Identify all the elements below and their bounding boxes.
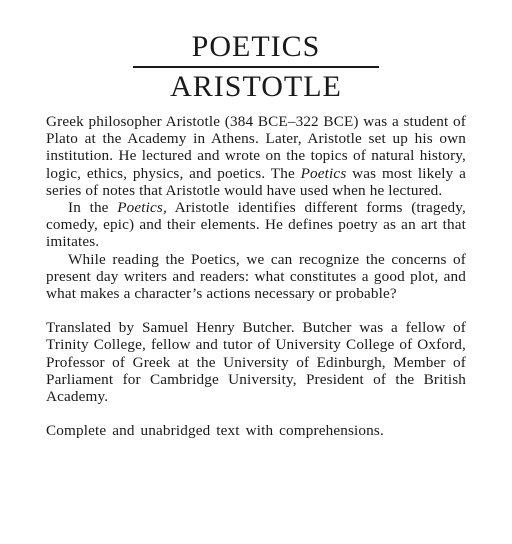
intro-p1-text-a: Greek philosopher Aristotle (384 BCE–322 BCE) was a student of Plato at the Academy in Athens. Later, Aristotle set up his own institution. He lectured and wrote on the topics of natural history, logic, ethics, physics, and poetics. The bbox=[46, 113, 466, 182]
intro-p1-text-b: was most likely a series of notes that Aristotle would have used when he lectured. bbox=[46, 164, 466, 199]
translator-note: Translated by Samuel Henry Butcher. Butcher was a fellow of Trinity College, fellow and tutor of University College of Oxford, Professor of Greek at the University of Edinburgh, Member of Parliament for Cambridge University, President of the British Academy. bbox=[46, 319, 466, 406]
intro-paragraph-3: While reading the Poetics, we can recognize the concerns of present day writers and readers: what constitutes a good plot, and what makes a character’s actions necessary or probable? bbox=[46, 250, 466, 303]
intro-p2-text-b: Aristotle identifies different forms (tragedy, comedy, epic) and their elements. He defines poetry as an art that imitates. bbox=[46, 199, 466, 251]
description-text bbox=[46, 113, 466, 439]
intro-paragraph-2 bbox=[46, 199, 466, 251]
intro-p2-italic: Poetics, bbox=[117, 199, 167, 217]
book-cover bbox=[0, 32, 512, 544]
edition-note: Complete and unabridged text with comprehensions. bbox=[46, 422, 384, 440]
book-author: ARISTOTLE bbox=[170, 70, 342, 103]
intro-p1-italic: Poetics bbox=[300, 164, 347, 182]
book-title: POETICS bbox=[191, 30, 321, 63]
title-divider bbox=[133, 66, 379, 68]
intro-p2-text-a: In the bbox=[68, 199, 118, 217]
intro-paragraph-1 bbox=[46, 113, 466, 199]
